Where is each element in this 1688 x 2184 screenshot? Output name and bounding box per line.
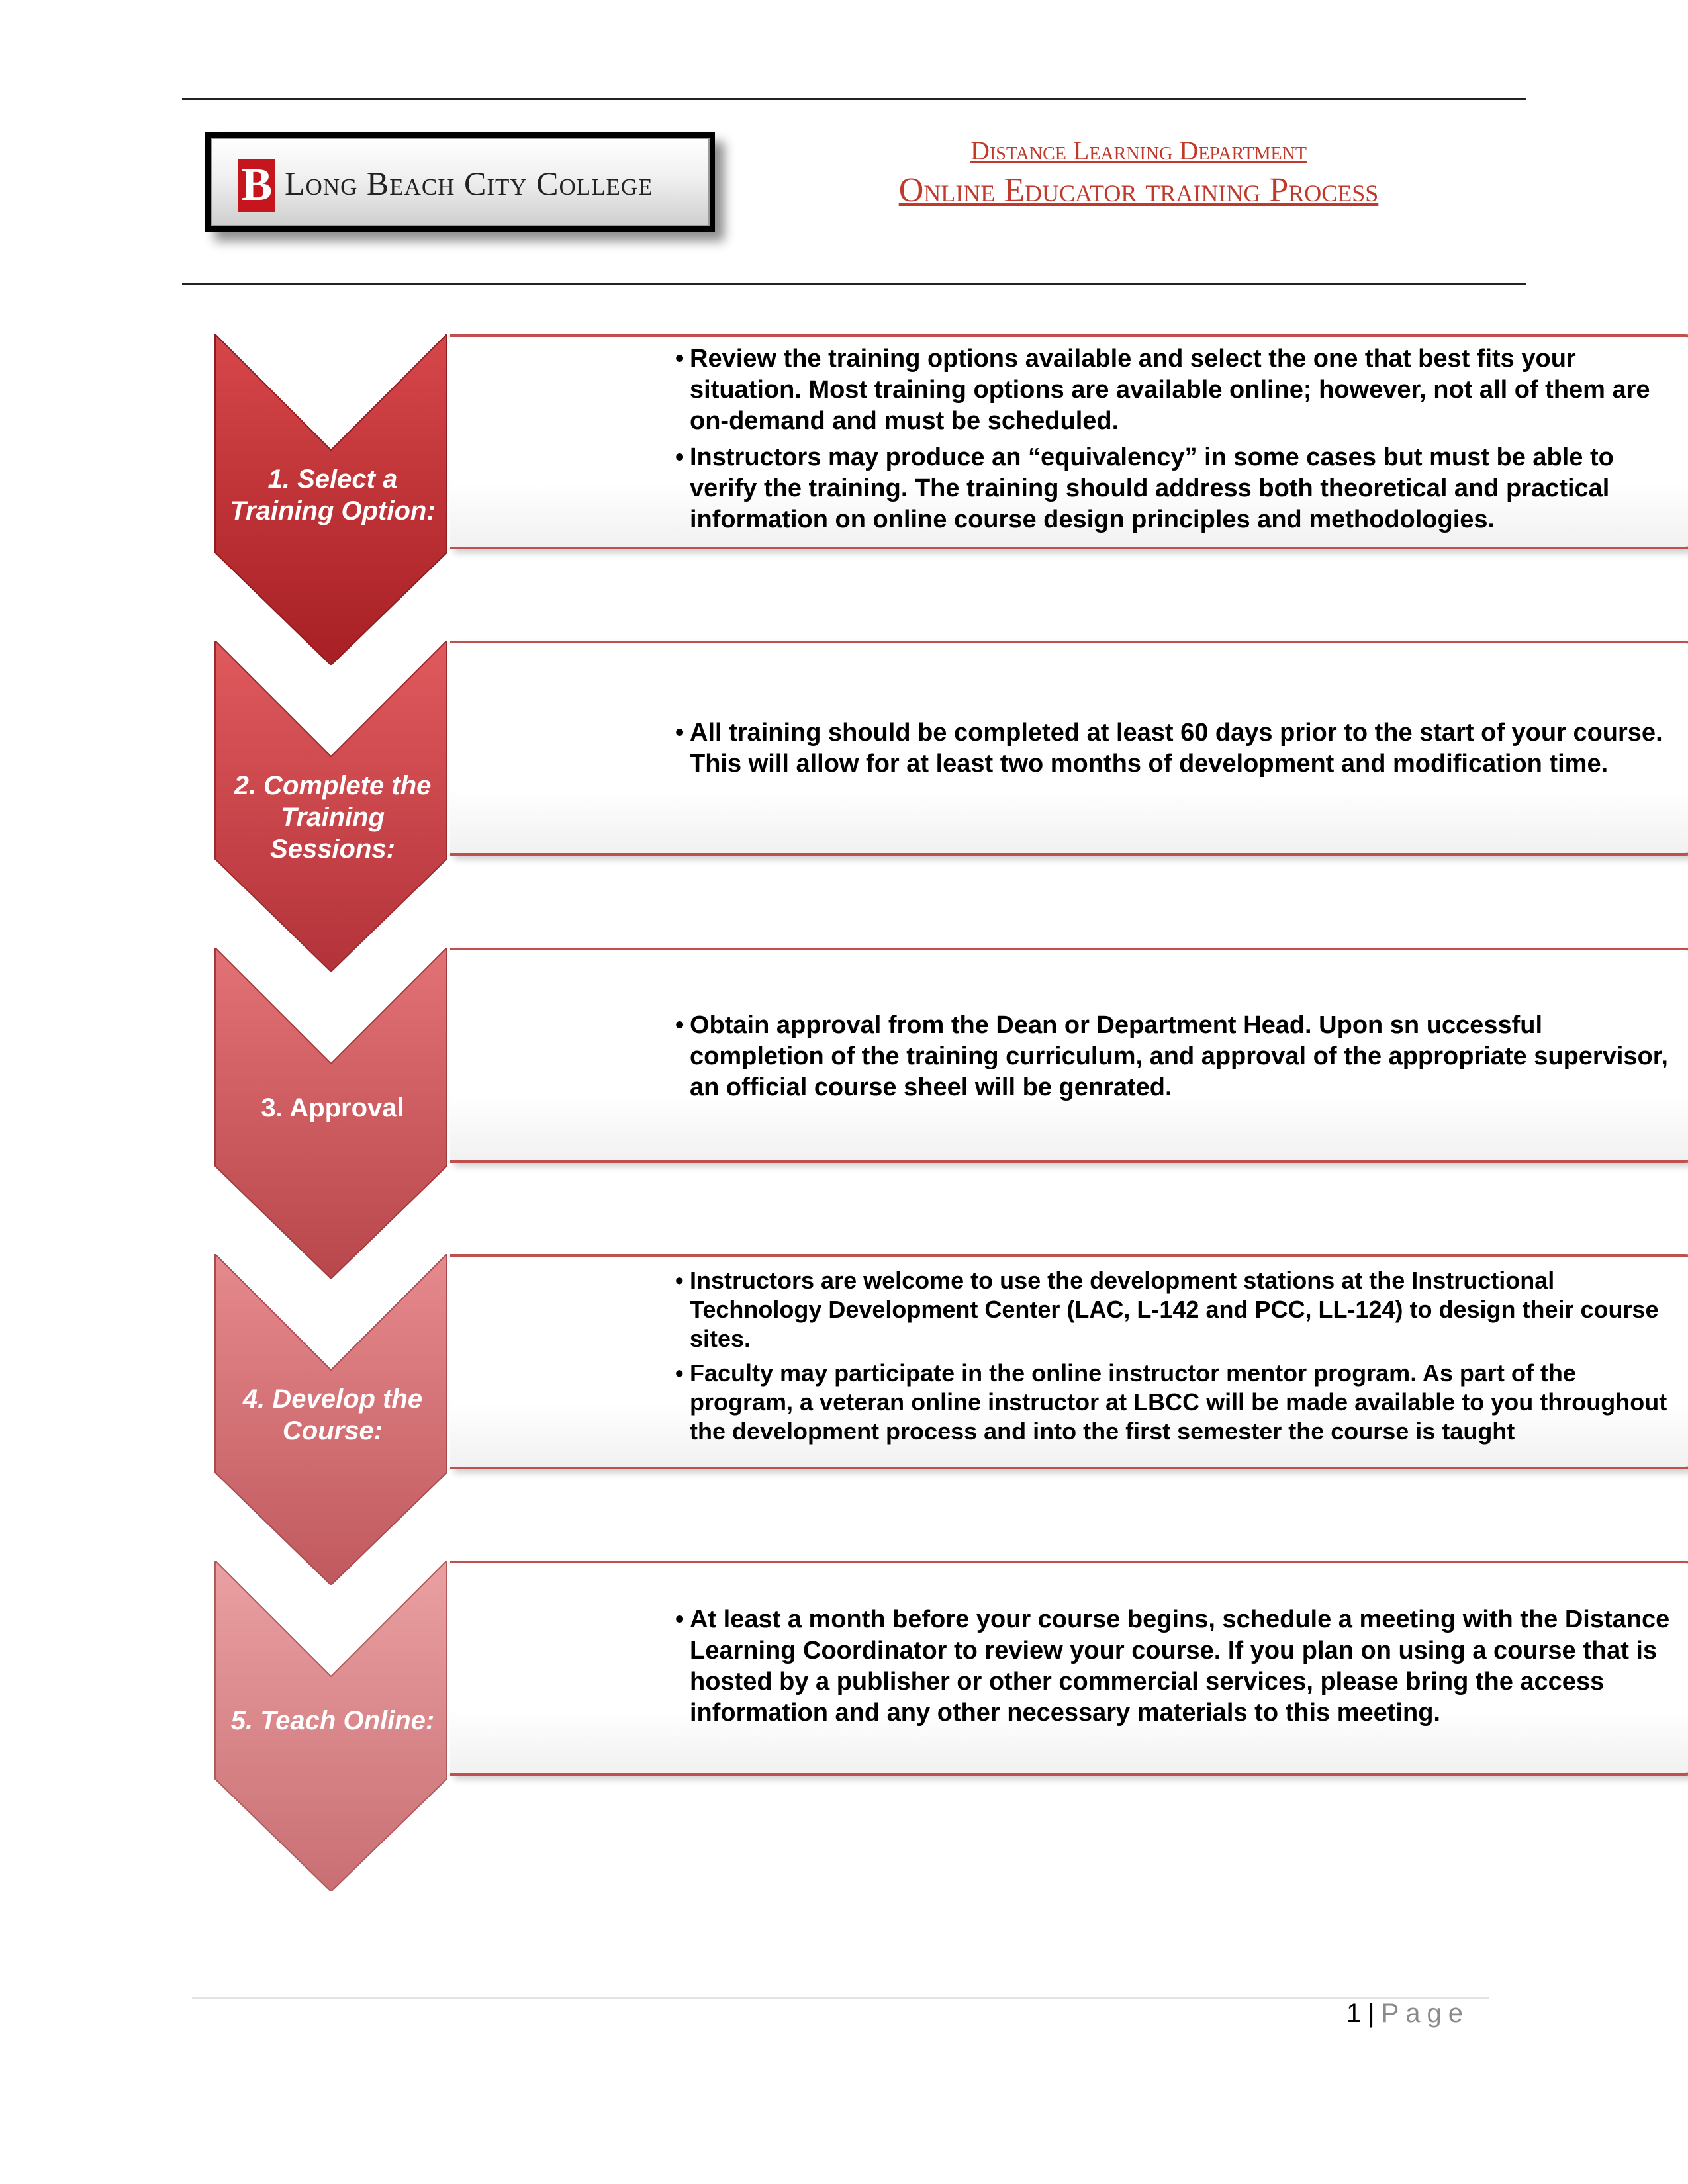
- page-footer: [1346, 1999, 1470, 2028]
- page-number: 1: [1346, 1999, 1362, 2028]
- step-3-description: [450, 948, 1688, 1163]
- step-4-description: [450, 1254, 1688, 1469]
- step-5-description: [450, 1561, 1688, 1776]
- step-5-label: 5. Teach Online:: [230, 1706, 435, 1735]
- page-word: Page: [1381, 1999, 1470, 2028]
- step-4-bullet-1: • Instructors are welcome to use the development stations at the Instructional Technology Development Center (LAC, L-142 and PCC, LL-124) to design their course sites.: [675, 1266, 1682, 1353]
- footer-separator: |: [1368, 1999, 1375, 2028]
- college-logo: [205, 132, 715, 232]
- chevron-step-3: [212, 948, 450, 1279]
- logo-text: Long Beach City College: [285, 165, 653, 202]
- process-step-3: [212, 948, 1668, 1279]
- chevron-step-4: [212, 1254, 450, 1585]
- step-4-bullet-2: • Faculty may participate in the online instructor mentor program. As part of the program, a veteran online instructor at LBCC will be made available to you throughout the development process and into the first semester the course is taught: [675, 1359, 1682, 1446]
- department-heading: Distance Learning Department: [970, 136, 1307, 165]
- process-step-1: [212, 334, 1650, 665]
- step-3-label: 3. Approval: [261, 1093, 404, 1122]
- chevron-step-2: [212, 641, 450, 972]
- process-step-4: [212, 1254, 1667, 1585]
- step-4-label: 4. Develop the Course:: [242, 1385, 423, 1445]
- step-1-label: 1. Select a Training Option:: [230, 465, 436, 525]
- step-1-description: [450, 334, 1688, 549]
- chevron-step-1: [212, 334, 450, 665]
- logo-mark-icon: B: [238, 159, 275, 212]
- process-step-5: [212, 1561, 1670, 1891]
- step-1-bullet-1: • Review the training options available and select the one that best fits your situation. Most training options are available online; however, not all of them are on-demand and must be scheduled.: [675, 343, 1682, 437]
- step-1-bullet-2: • Instructors may produce an “equivalency” in some cases but must be able to verify the training. The training should address both theoretical and practical information on online course design principles and methodologies.: [675, 442, 1682, 535]
- header-bottom-rule: [182, 283, 1526, 285]
- step-3-bullet-1: • Obtain approval from the Dean or Department Head. Upon sn uccessful completion of the training curriculum, and approval of the appropriate supervisor, an official course sheel will be genrated.: [675, 1010, 1682, 1103]
- step-2-description: [450, 641, 1688, 856]
- chevron-step-5: [212, 1561, 450, 1891]
- step-2-label: 2. Complete the Training Sessions:: [234, 771, 432, 864]
- page-title: Online Educator training Process: [898, 171, 1379, 209]
- process-step-2: [212, 641, 1663, 972]
- step-2-bullet-1: • All training should be completed at least 60 days prior to the start of your course. This will allow for at least two months of development and modification time.: [675, 717, 1682, 780]
- top-rule: [182, 98, 1526, 100]
- step-5-bullet-1: • At least a month before your course begins, schedule a meeting with the Distance Learning Coordinator to review your course. If you plan on using a course that is hosted by a publisher or other commercial services, please bring the access information and any other necessary materials to this meeting.: [675, 1604, 1682, 1729]
- footer-rule: [192, 1997, 1489, 1999]
